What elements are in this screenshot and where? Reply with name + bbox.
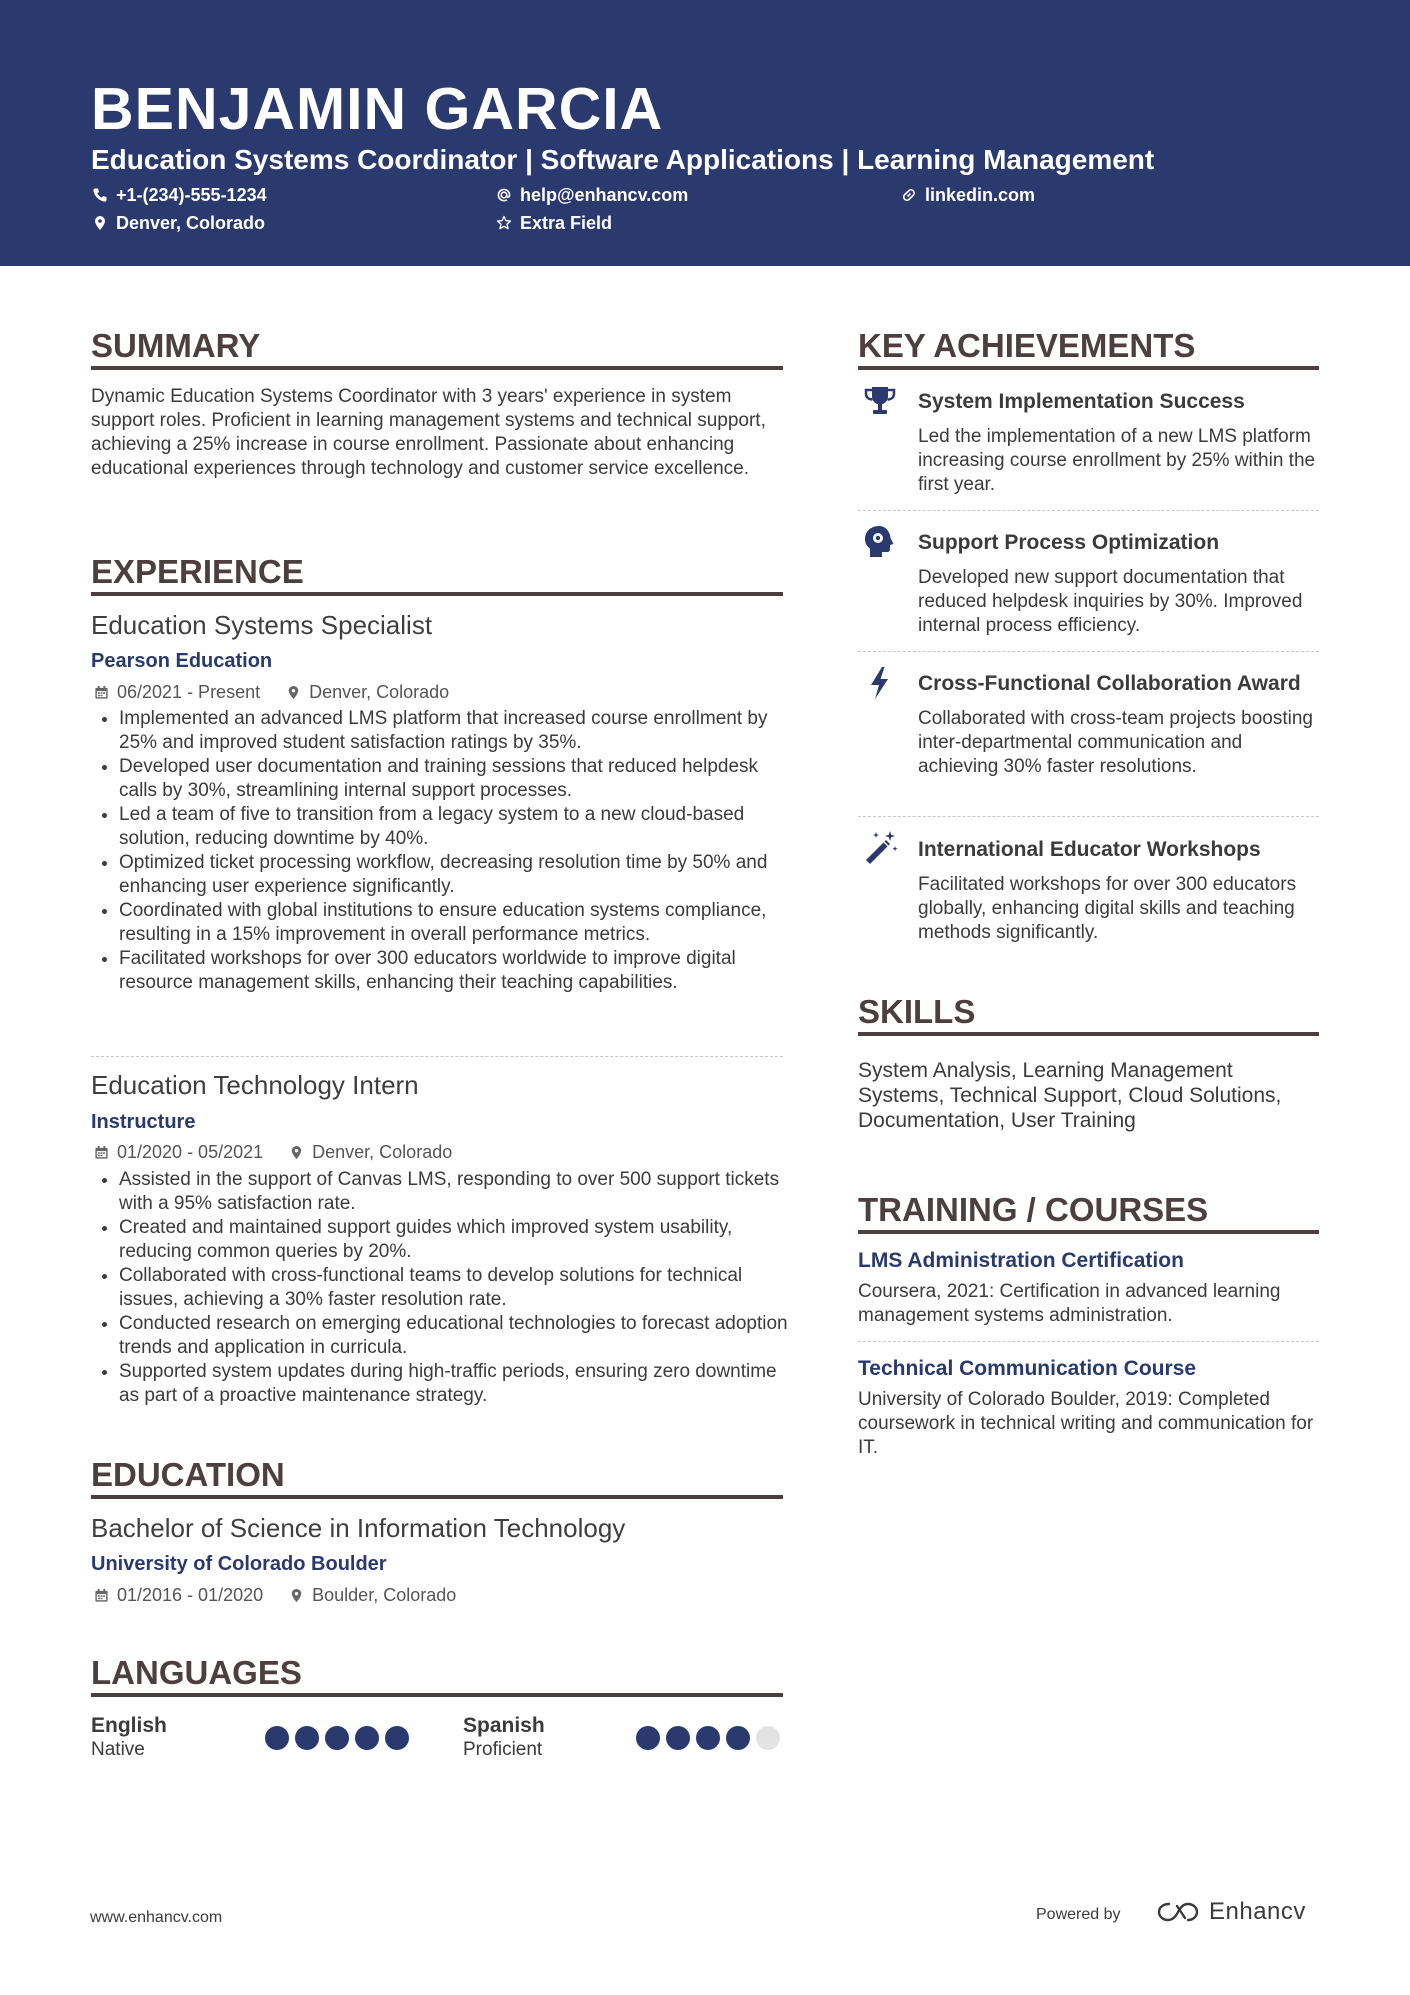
magic-wand-icon <box>860 828 900 868</box>
footer-url[interactable]: www.enhancv.com <box>90 1909 223 1926</box>
bullet-item: • Supported system updates during high-traffic periods, ensuring zero downtime as part of a proactive maintenance strategy. <box>119 1360 789 1408</box>
job-location-text: Denver, Colorado <box>309 682 450 702</box>
contact-location <box>92 211 265 235</box>
achievements-rule <box>858 366 1319 370</box>
languages-rule <box>91 1693 783 1697</box>
course-desc: Coursera, 2021: Certification in advanced learning management systems administration. <box>858 1281 1281 1326</box>
education-location <box>289 1583 456 1607</box>
course-desc: University of Colorado Boulder, 2019: Completed coursework in technical writing and communication for IT. <box>858 1389 1314 1458</box>
calendar-icon <box>94 685 109 700</box>
contact-link[interactable] <box>901 183 1035 207</box>
language-level: Native <box>91 1739 145 1760</box>
bullet-item: • Coordinated with global institutions to ensure education systems compliance, resulting in a 15% improvement in overall performance metrics. <box>119 899 789 947</box>
job-meta <box>94 680 449 704</box>
location-pin-icon <box>289 1588 304 1603</box>
education-dates: 01/2016 - 01/2020 <box>117 1585 264 1605</box>
location-pin-icon <box>289 1145 304 1160</box>
summary-rule <box>91 366 783 370</box>
course-title: LMS Administration Certification <box>858 1249 1184 1272</box>
summary-heading: SUMMARY <box>91 327 261 364</box>
rating-dot <box>636 1726 660 1750</box>
language-name: English <box>91 1714 167 1737</box>
achievement-desc: Developed new support documentation that reduced helpdesk inquiries by 30%. Improved internal process efficiency. <box>918 567 1303 636</box>
achievement-title: System Implementation Success <box>918 390 1245 413</box>
job-location <box>289 1140 452 1164</box>
training-rule <box>858 1230 1319 1234</box>
rating-dot <box>385 1726 409 1750</box>
rating-dot <box>295 1726 319 1750</box>
bullet-item: • Assisted in the support of Canvas LMS, responding to over 500 support tickets with a 95% satisfaction rate. <box>119 1168 789 1216</box>
rating-dot <box>265 1726 289 1750</box>
bullet-item: • Facilitated workshops for over 300 educators worldwide to improve digital resource management skills, enhancing their teaching capabilities. <box>119 947 789 995</box>
rating-dot <box>666 1726 690 1750</box>
course-divider <box>858 1341 1319 1342</box>
summary-text: Dynamic Education Systems Coordinator with 3 years' experience in system support roles. Proficient in learning management systems and technical support, achieving a 25% increase in course enrollment. Passionate about enhancing educational experiences through technology and customer service excellence. <box>91 386 766 479</box>
company-name: Pearson Education <box>91 650 273 672</box>
language-level: Proficient <box>463 1739 543 1760</box>
extra-text: Extra Field <box>520 213 613 233</box>
school-name: University of Colorado Boulder <box>91 1553 387 1575</box>
achievement-desc: Collaborated with cross-team projects boosting inter-departmental communication and achieving 30% faster resolutions. <box>918 708 1313 777</box>
phone-icon <box>92 187 108 203</box>
contact-phone <box>92 183 267 207</box>
contact-email[interactable] <box>496 183 688 207</box>
job-bullets <box>91 707 789 995</box>
achievement-desc: Facilitated workshops for over 300 educators globally, enhancing digital skills and teaching methods significantly. <box>918 874 1297 943</box>
achievement-divider <box>858 510 1319 511</box>
enhancv-logo-icon <box>1155 1899 1201 1925</box>
location-pin-icon <box>286 685 301 700</box>
job-location-text: Denver, Colorado <box>312 1142 453 1162</box>
bullet-item: • Implemented an advanced LMS platform that increased course enrollment by 25% and improved student satisfaction ratings by 35%. <box>119 707 789 755</box>
job-meta <box>94 1140 452 1164</box>
brand-logo[interactable] <box>1155 1898 1306 1926</box>
head-gear-icon <box>860 522 900 562</box>
rating-dot <box>726 1726 750 1750</box>
skills-rule <box>858 1032 1319 1036</box>
job-dates: 01/2020 - 05/2021 <box>117 1142 264 1162</box>
star-icon <box>496 215 512 231</box>
achievement-title: International Educator Workshops <box>918 838 1261 861</box>
job-title: Education Systems Specialist <box>91 610 433 640</box>
job-divider <box>91 1056 783 1057</box>
education-heading: EDUCATION <box>91 1456 285 1493</box>
resume-header <box>0 0 1410 266</box>
candidate-name: BENJAMIN GARCIA <box>91 76 664 142</box>
calendar-icon <box>94 1145 109 1160</box>
achievement-divider <box>858 816 1319 817</box>
job-dates: 06/2021 - Present <box>117 682 261 702</box>
rating-dot <box>325 1726 349 1750</box>
link-text: linkedin.com <box>925 185 1036 205</box>
degree-title: Bachelor of Science in Information Technology <box>91 1513 626 1543</box>
education-meta <box>94 1583 456 1607</box>
trophy-icon <box>860 382 900 422</box>
language-name: Spanish <box>463 1714 545 1737</box>
experience-heading: EXPERIENCE <box>91 553 304 590</box>
skills-text: System Analysis, Learning Management Systems, Technical Support, Cloud Solutions, Documentation, User Training <box>858 1059 1282 1132</box>
bullet-item: • Collaborated with cross-functional teams to develop solutions for technical issues, achieving a 30% faster resolution rate. <box>119 1264 789 1312</box>
rating-dot <box>355 1726 379 1750</box>
job-bullets <box>91 1168 789 1408</box>
bullet-item: • Optimized ticket processing workflow, decreasing resolution time by 50% and enhancing user experience significantly. <box>119 851 789 899</box>
course-title: Technical Communication Course <box>858 1357 1196 1380</box>
bullet-item: • Created and maintained support guides which improved system usability, reducing common queries by 20%. <box>119 1216 789 1264</box>
brand-name: Enhancv <box>1209 1898 1306 1925</box>
powered-by-label: Powered by <box>1036 1906 1121 1923</box>
rating-dot <box>696 1726 720 1750</box>
language-rating <box>265 1726 409 1750</box>
phone-text: +1-(234)-555-1234 <box>116 185 267 205</box>
achievement-title: Support Process Optimization <box>918 531 1220 554</box>
calendar-icon <box>94 1588 109 1603</box>
company-name: Instructure <box>91 1111 196 1133</box>
education-location-text: Boulder, Colorado <box>312 1585 457 1605</box>
candidate-title: Education Systems Coordinator | Software Applications | Learning Management <box>91 144 1155 175</box>
skills-heading: SKILLS <box>858 993 976 1030</box>
bullet-item: • Led a team of five to transition from a legacy system to a new cloud-based solution, reducing downtime by 40%. <box>119 803 789 851</box>
achievement-title: Cross-Functional Collaboration Award <box>918 672 1301 695</box>
achievements-heading: KEY ACHIEVEMENTS <box>858 327 1196 364</box>
location-text: Denver, Colorado <box>116 213 266 233</box>
job-title: Education Technology Intern <box>91 1070 419 1100</box>
training-heading: TRAINING / COURSES <box>858 1191 1209 1228</box>
bullet-item: • Conducted research on emerging educational technologies to forecast adoption trends and application in curricula. <box>119 1312 789 1360</box>
achievement-divider <box>858 651 1319 652</box>
location-pin-icon <box>92 215 108 231</box>
experience-rule <box>91 592 783 596</box>
language-rating <box>636 1726 780 1750</box>
contact-extra <box>496 211 612 235</box>
link-icon <box>901 187 917 203</box>
languages-heading: LANGUAGES <box>91 1654 302 1691</box>
bullet-item: • Developed user documentation and training sessions that reduced helpdesk calls by 30%, streamlining internal support processes. <box>119 755 789 803</box>
achievement-desc: Led the implementation of a new LMS platform increasing course enrollment by 25% within the first year. <box>918 426 1316 495</box>
lightning-icon <box>860 663 900 703</box>
job-location <box>286 680 449 704</box>
email-text: help@enhancv.com <box>520 185 689 205</box>
education-rule <box>91 1495 783 1499</box>
rating-dot <box>756 1726 780 1750</box>
at-icon <box>496 187 512 203</box>
